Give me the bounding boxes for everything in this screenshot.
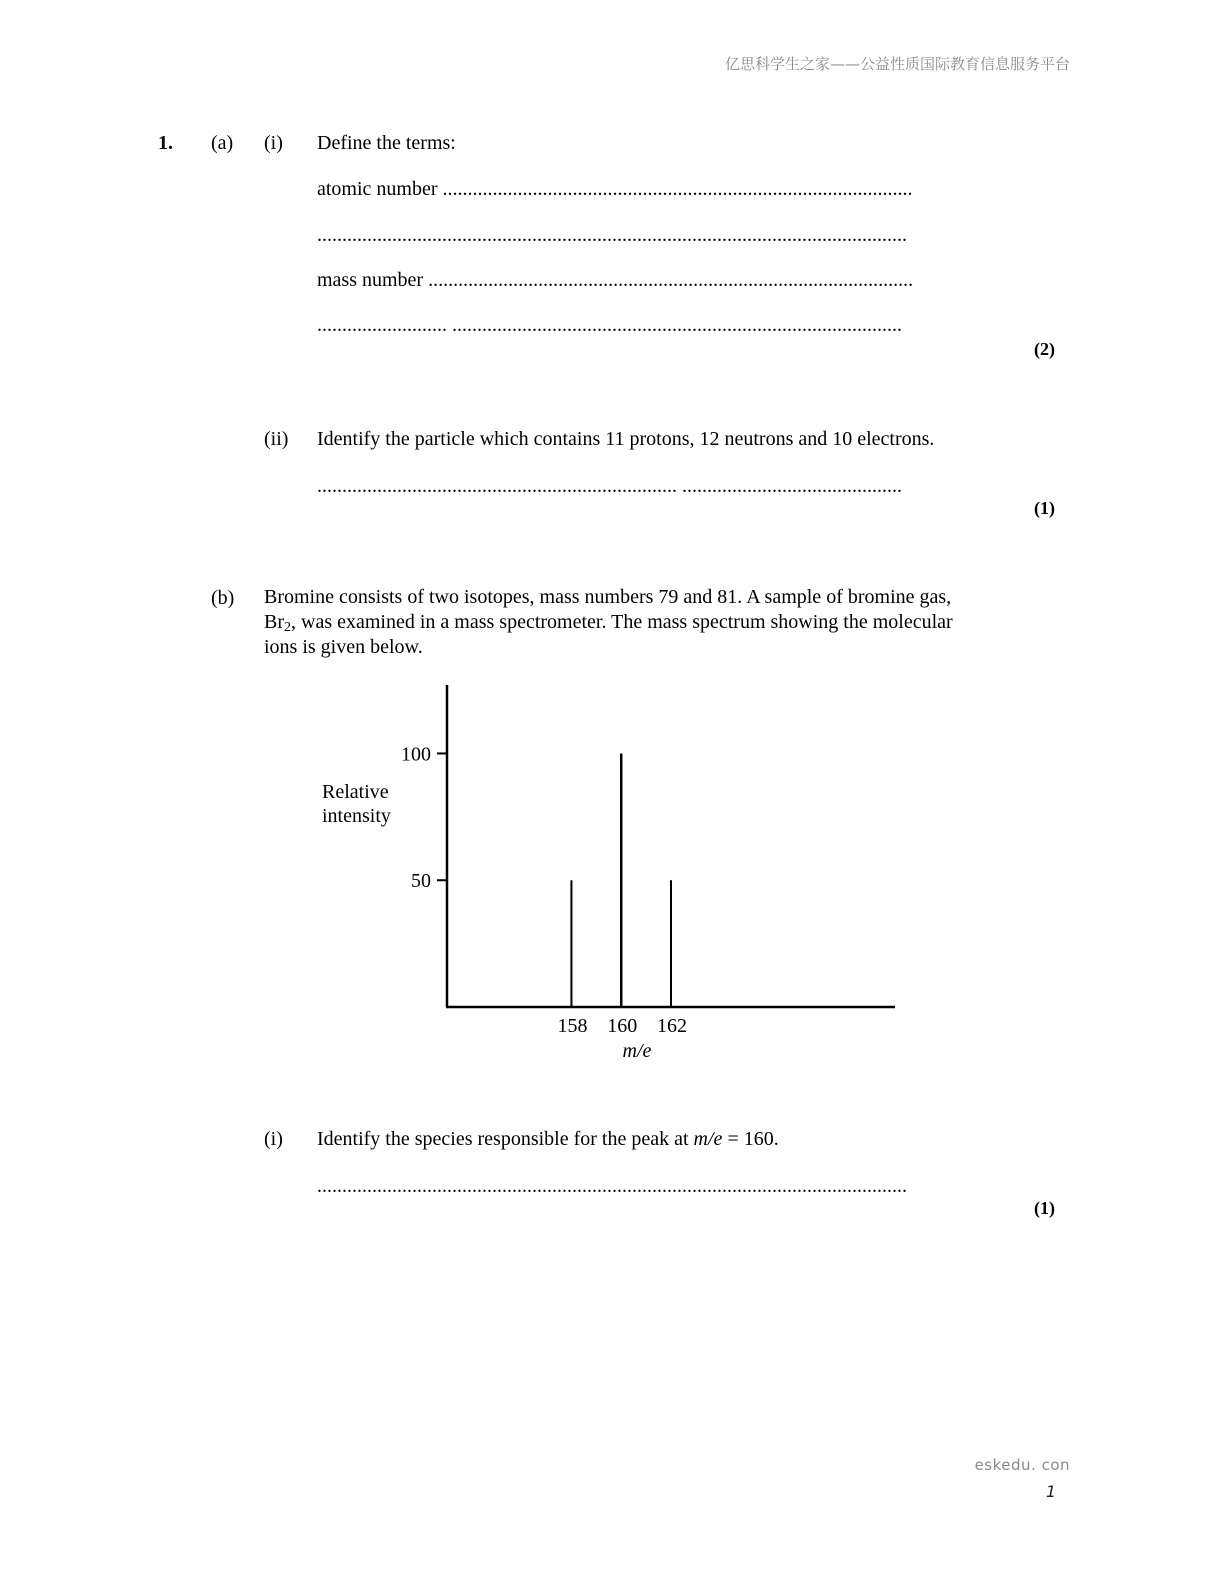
marks-a-i: (2) — [1034, 339, 1055, 359]
x-tick-label-158: 158 — [557, 1015, 588, 1037]
bromine-formula-symbol: Br — [264, 611, 284, 633]
part-b-line-1: Bromine consists of two isotopes, mass numbers 79 and 81. A sample of bromine gas, — [264, 586, 952, 608]
part-a-i-label: (i) — [264, 132, 283, 154]
part-b-i-prompt-text: Identify the species responsible for the peak at — [317, 1128, 694, 1150]
bromine-formula-subscript: 2 — [284, 620, 291, 635]
part-a-ii-answer-line[interactable]: ........................................................................ ............................................ — [317, 475, 902, 497]
page-header: 亿思科学生之家——公益性质国际教育信息服务平台 — [724, 55, 1070, 73]
part-b-line-2-rest: , was examined in a mass spectrometer. The mass spectrum showing the molecular — [291, 611, 953, 633]
part-b-line-3: ions is given below. — [264, 636, 423, 658]
question-number: 1. — [158, 132, 173, 154]
y-tick-label-50: 50 — [411, 870, 431, 893]
part-b-i-prompt-me: m/e — [693, 1128, 723, 1150]
y-axis-label-line-1: Relative — [322, 781, 389, 803]
x-tick-label-160: 160 — [607, 1015, 638, 1037]
part-a-ii-prompt: Identify the particle which contains 11 protons, 12 neutrons and 10 electrons. — [317, 428, 935, 450]
marks-a-ii: (1) — [1034, 498, 1055, 518]
part-b-i-label: (i) — [264, 1128, 283, 1150]
mass-number-line[interactable] — [317, 268, 913, 292]
mass-number-label: mass number — [317, 269, 424, 291]
mass-number-answer-line-2[interactable]: .......................... .......................................................................................... — [317, 314, 902, 336]
part-a-i-prompt: Define the terms: — [317, 132, 456, 154]
part-b-line-2 — [264, 610, 984, 635]
y-axis-label-line-2: intensity — [322, 805, 391, 827]
mass-spectrum-chart — [300, 675, 920, 1075]
page-number: 1 — [1045, 1482, 1056, 1501]
atomic-number-line[interactable] — [317, 177, 913, 201]
part-a-label: (a) — [211, 132, 234, 154]
footer-site: eskedu. con — [974, 1456, 1070, 1474]
part-b-i-answer-line[interactable]: ...................................................................................................................... — [317, 1175, 907, 1197]
part-b-label: (b) — [211, 587, 235, 609]
x-tick-label-162: 162 — [657, 1015, 687, 1037]
y-tick-label-100: 100 — [401, 743, 431, 766]
part-b-i-prompt-value: = 160. — [722, 1128, 779, 1150]
part-a-ii-label: (ii) — [264, 428, 289, 450]
x-axis-label: m/e — [622, 1040, 652, 1062]
part-b-i-prompt — [317, 1127, 779, 1151]
part-b-paragraph — [264, 585, 984, 660]
atomic-number-answer-line-2[interactable]: ...................................................................................................................... — [317, 224, 907, 246]
mass-number-answer-dots: ................................................................................................. — [428, 269, 914, 291]
marks-b-i: (1) — [1034, 1198, 1055, 1218]
atomic-number-label: atomic number — [317, 178, 438, 200]
atomic-number-answer-dots: .............................................................................................. — [442, 178, 913, 200]
